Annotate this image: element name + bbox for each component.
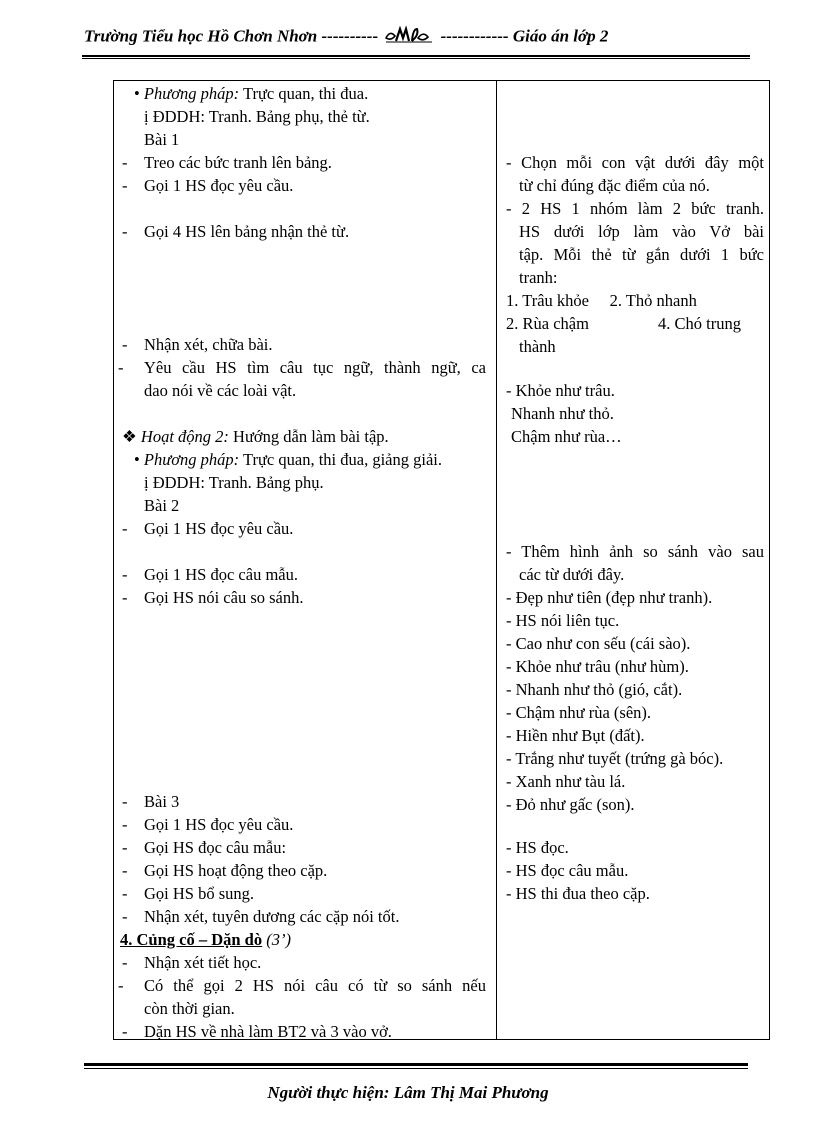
exercise-2-title: Bài 2	[144, 496, 180, 515]
list-item: - Bài 3	[122, 792, 180, 811]
right-item: - HS đọc.	[506, 838, 569, 857]
list-item: - Gọi 1 HS đọc câu mẫu.	[122, 565, 298, 584]
right-item-cont: tranh:	[519, 268, 558, 287]
lesson-table	[113, 80, 770, 1040]
list-item: - Gọi HS bổ sung.	[122, 884, 255, 903]
diamond-bullet-icon: ❖	[122, 427, 137, 446]
list-item: Có thể gọi 2 HS nói câu có từ so sánh nếu	[144, 976, 486, 995]
equipment-line-1: ị ĐDDH: Tranh. Bảng phụ, thẻ từ.	[144, 107, 370, 126]
school-name: Trường Tiểu học Hồ Chơn Nhơn	[84, 26, 318, 46]
list-item: - Gọi HS hoạt động theo cặp.	[122, 861, 328, 880]
right-item: 4. Chó trung	[658, 314, 741, 333]
list-item: - Dặn HS về nhà làm BT2 và 3 vào vở.	[122, 1022, 392, 1041]
bullet-icon: •	[134, 450, 140, 469]
right-item: - Xanh như tàu lá.	[506, 772, 626, 791]
list-item: - Gọi 1 HS đọc yêu cầu.	[122, 519, 294, 538]
method-line-2: • Phương pháp: Trực quan, thi đua, giảng giải.	[134, 450, 442, 469]
footer-rule	[84, 1063, 748, 1066]
page-header	[84, 26, 744, 54]
list-item-cont: còn thời gian.	[144, 999, 235, 1018]
header-separator-right: ------------	[440, 26, 509, 46]
dash-marker: -	[118, 358, 124, 377]
right-item: - Khỏe như trâu (như hùm).	[506, 657, 689, 676]
footer-rule-thin	[84, 1068, 748, 1069]
right-item: - Trắng như tuyết (trứng gà bóc).	[506, 749, 724, 768]
equipment-line-2: ị ĐDDH: Tranh. Bảng phụ.	[144, 473, 324, 492]
list-item: - Treo các bức tranh lên bảng.	[122, 153, 332, 172]
right-item: - Thêm hình ảnh so sánh vào sau	[506, 542, 764, 561]
right-item: - Chậm như rùa (sên).	[506, 703, 652, 722]
header-rule-thin	[82, 58, 750, 59]
right-item-cont: từ chỉ đúng đặc điểm của nó.	[519, 176, 710, 195]
dash-marker: -	[118, 976, 124, 995]
header-separator-left: ----------	[321, 26, 379, 46]
right-item: 1. Trâu khỏe 2. Thỏ nhanh	[506, 291, 697, 310]
list-item-cont: dao nói về các loài vật.	[144, 381, 297, 400]
right-item-cont: HS dưới lớp làm vào Vở bài	[519, 222, 764, 241]
list-item: - Nhận xét tiết học.	[122, 953, 262, 972]
list-item: - Gọi 1 HS đọc yêu cầu.	[122, 176, 294, 195]
right-item-cont: các từ dưới đây.	[519, 565, 625, 584]
right-item-cont: thành	[519, 337, 556, 356]
list-item: - Gọi HS đọc câu mẫu:	[122, 838, 287, 857]
right-item: Chậm như rùa…	[511, 427, 622, 446]
activity-2-heading: ❖ Hoạt động 2: Hướng dẫn làm bài tập.	[122, 427, 389, 446]
right-item: - HS nói liên tục.	[506, 611, 620, 630]
lesson-grade: Giáo án lớp 2	[512, 26, 609, 46]
list-item: - Gọi 1 HS đọc yêu cầu.	[122, 815, 294, 834]
section-4-heading: 4. Củng cố – Dặn dò (3’)	[120, 930, 291, 949]
right-item: - Đẹp như tiên (đẹp như tranh).	[506, 588, 713, 607]
right-item: - Hiền như Bụt (đất).	[506, 726, 645, 745]
column-divider	[496, 81, 497, 1039]
right-item: - Nhanh như thỏ (gió, cắt).	[506, 680, 683, 699]
header-rule	[82, 55, 750, 57]
right-item-cont: tập. Mỗi thẻ từ gắn dưới 1 bức	[519, 245, 764, 264]
right-item: - Chọn mỗi con vật dưới đây một	[506, 153, 764, 172]
right-item: - HS thi đua theo cặp.	[506, 884, 650, 903]
right-item: - Cao như con sếu (cái sào).	[506, 634, 691, 653]
scroll-ornament-icon	[384, 26, 434, 49]
right-item: - Đỏ như gấc (son).	[506, 795, 635, 814]
list-item: - Nhận xét, chữa bài.	[122, 335, 273, 354]
right-item: 2. Rùa chậm	[506, 314, 589, 333]
method-line-1: • Phương pháp: Trực quan, thi đua.	[134, 84, 369, 103]
right-item: - 2 HS 1 nhóm làm 2 bức tranh.	[506, 199, 764, 218]
bullet-icon: •	[134, 84, 140, 103]
list-item: - Gọi HS nói câu so sánh.	[122, 588, 304, 607]
exercise-1-title: Bài 1	[144, 130, 180, 149]
right-item: - Khỏe như trâu.	[506, 381, 615, 400]
list-item: Yêu cầu HS tìm câu tục ngữ, thành ngữ, ca	[144, 358, 486, 377]
list-item: - Gọi 4 HS lên bảng nhận thẻ từ.	[122, 222, 350, 241]
right-item: - HS đọc câu mẫu.	[506, 861, 629, 880]
author-credit: Người thực hiện: Lâm Thị Mai Phương	[267, 1083, 549, 1102]
right-item: Nhanh như thỏ.	[511, 404, 614, 423]
list-item: - Nhận xét, tuyên dương các cặp nói tốt.	[122, 907, 400, 926]
